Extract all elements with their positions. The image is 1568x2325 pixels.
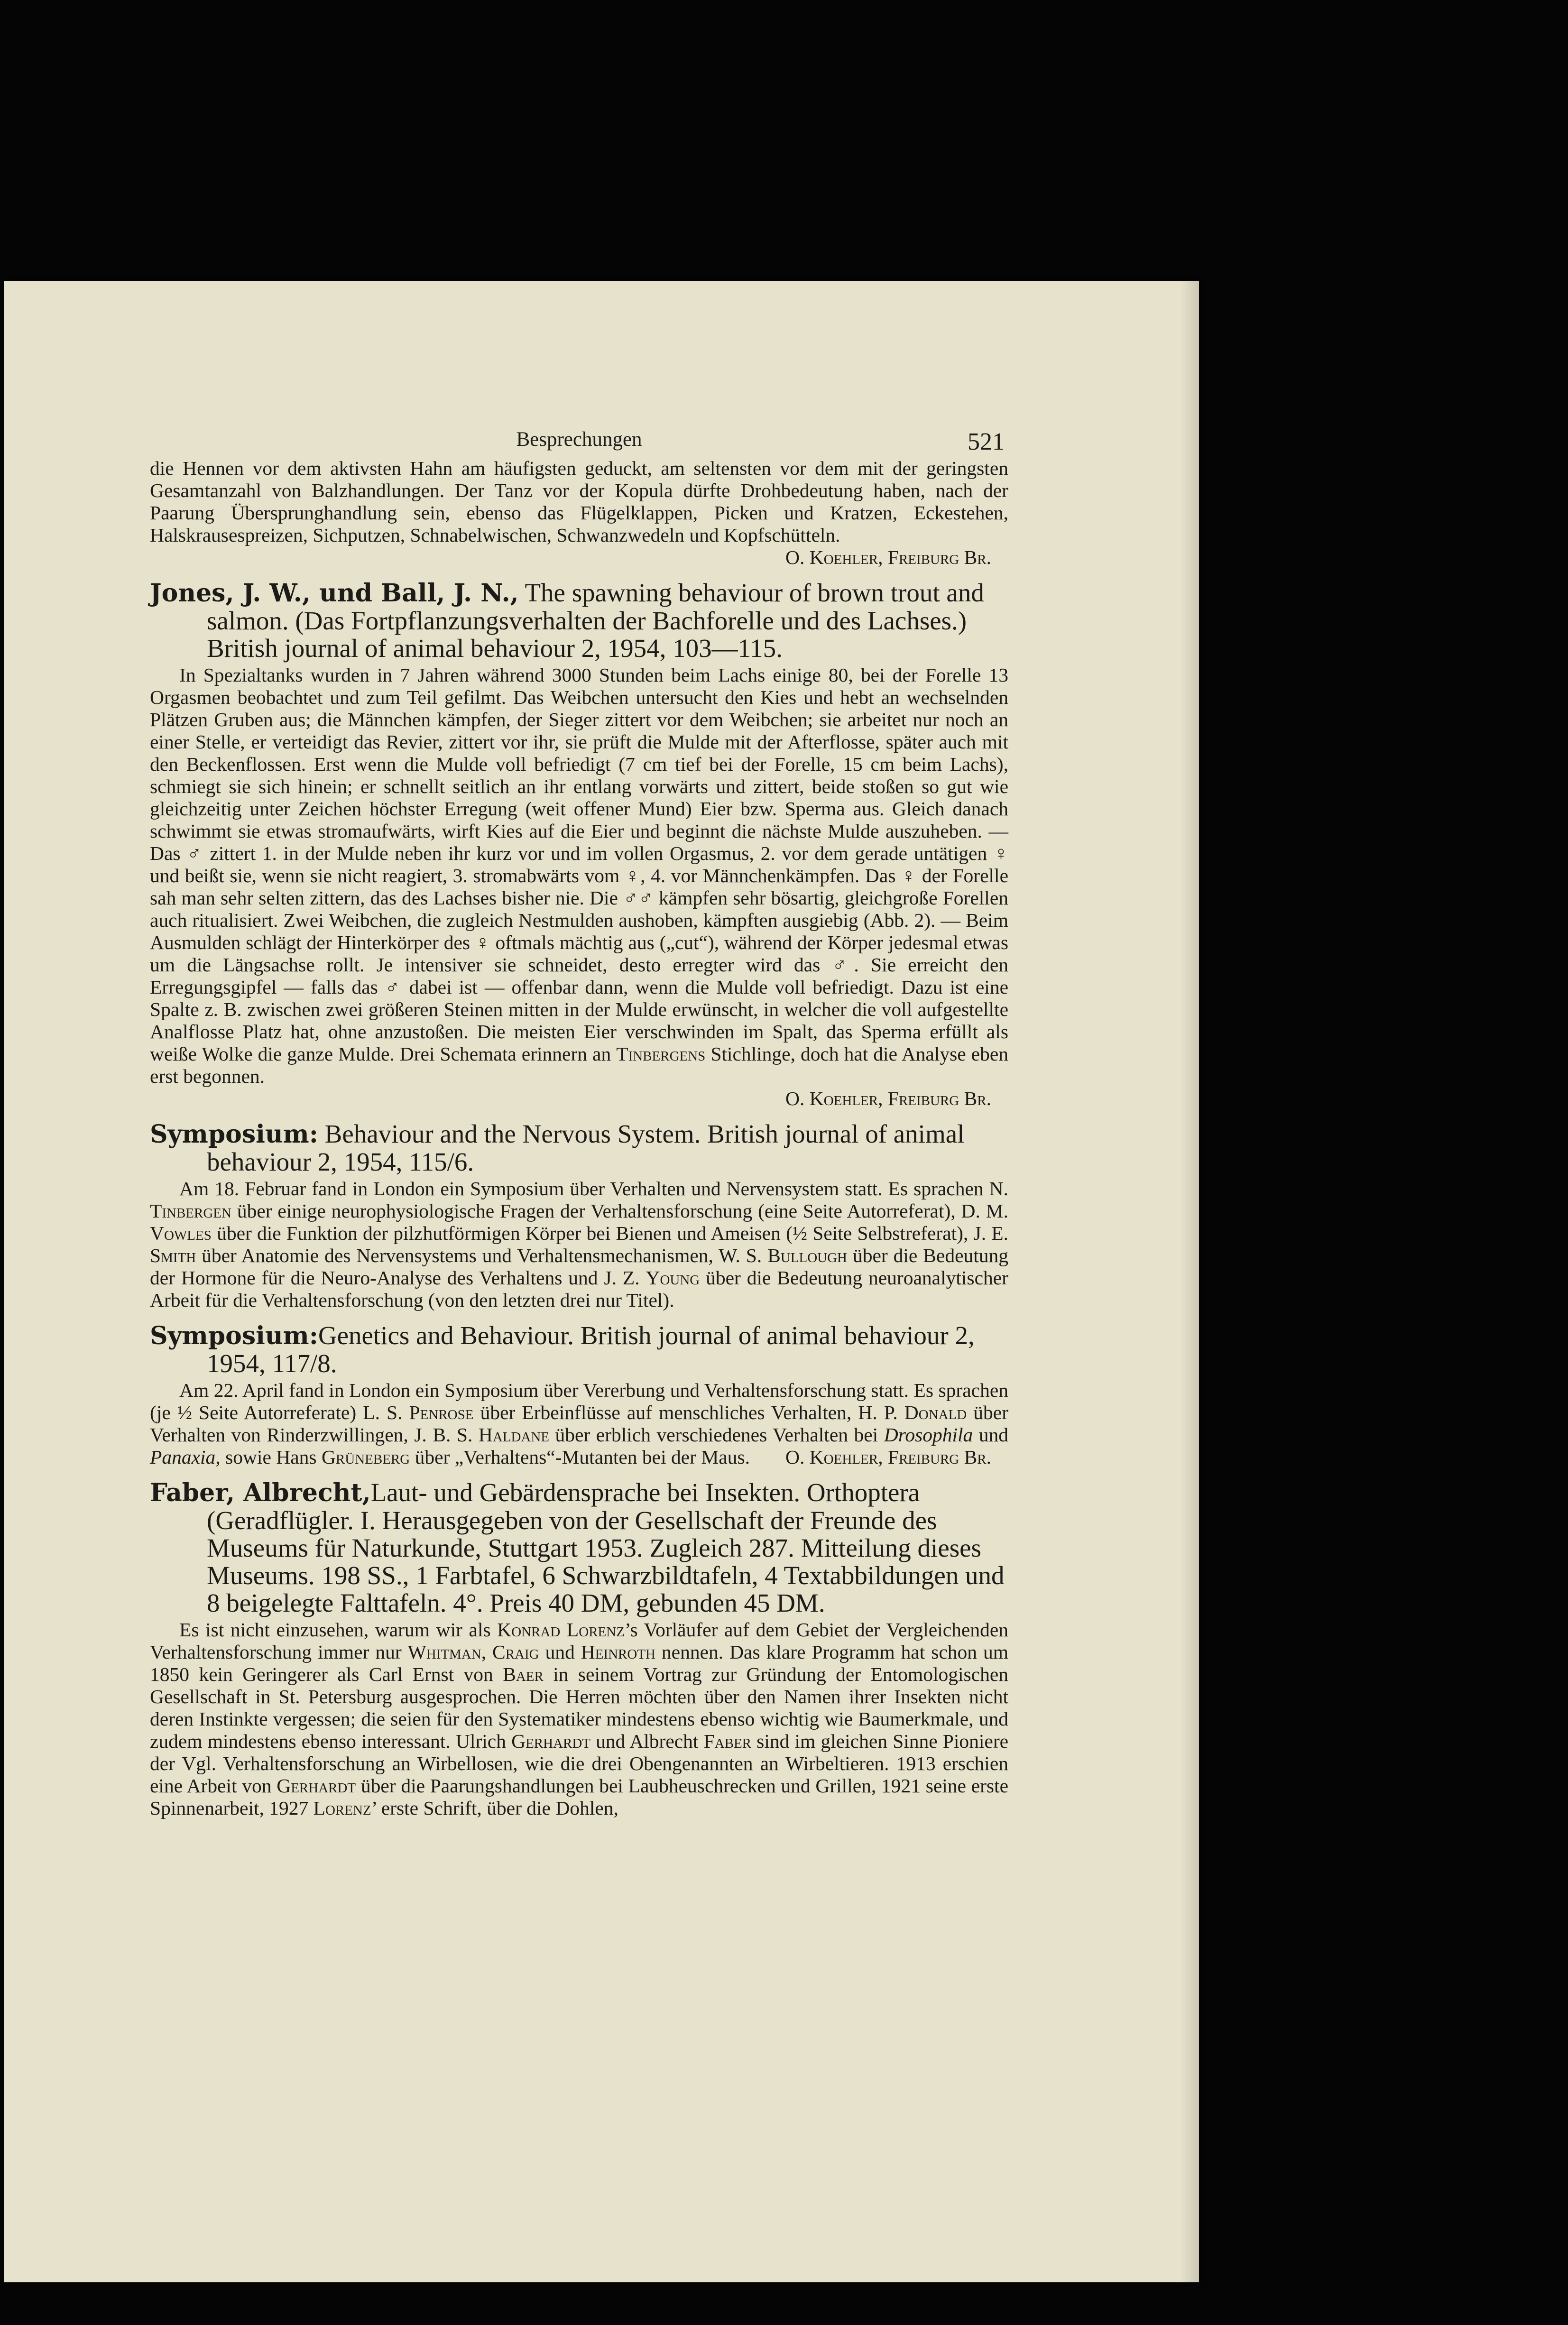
body-text: sind im gleichen Sinne Pioniere der Vgl. Verhaltensforschung an Wirbellosen, wie die drei Obengenannten an Wirbeltieren. 1913 erschien eine Arbeit von xyxy=(150,1730,1009,1797)
entry-symposium-genetics-heading xyxy=(150,1322,1008,1377)
running-title: Besprechungen xyxy=(516,428,642,451)
entry-symposium-genetics-body xyxy=(150,1379,1008,1468)
body-text: Am 18. Februar fand in London ein Symposium über Verhalten und Nervensystem statt. Es sprachen N. xyxy=(179,1178,1008,1199)
body-text: sowie Hans xyxy=(225,1446,317,1468)
cited-name: Young xyxy=(646,1267,700,1289)
cited-name: Bullough xyxy=(767,1245,847,1266)
entry-jones-ball-signature: O. Koehler, Freiburg Br. xyxy=(785,1088,991,1109)
genus-name: Panaxia, xyxy=(150,1446,221,1468)
cited-name: Tinbergens xyxy=(616,1043,706,1065)
entry-title: Genetics and Behaviour. British journal of animal behaviour 2, 1954, 117/8. xyxy=(207,1321,975,1378)
body-text: und Albrecht xyxy=(596,1730,699,1752)
body-text: über die Paarungshandlungen bei Laubheuschrecken und Grillen, 1921 seine erste Spinnenarbeit, 1927 xyxy=(150,1775,1009,1819)
intro-text: die Hennen vor dem aktivsten Hahn am häufigsten geduckt, am seltensten vor dem mit der geringsten Gesamtanzahl von Balzhandlungen. Der Tanz vor der Kopula dürfte Drohbedeutung haben, nach der Paarung Übersprunghandlung sein, ebenso das Flügelklappen, Picken und Kratzen, Eckestehen, Halskrausespreizen, Sichputzen, Schnabelwischen, Schwanzwedeln und Kopfschütteln. xyxy=(150,457,1008,546)
entry-title: The spawning behaviour of brown trout and salmon. (Das Fortpflanzungsverhalten der Bachforelle und des Lachses.) British journal of animal behaviour 2, 1954, 103—115. xyxy=(207,578,984,663)
cited-name: Gerhardt xyxy=(277,1775,356,1797)
body-text: ’s Vorläufer auf dem Gebiet der Vergleichenden Verhaltensforschung immer nur xyxy=(150,1619,1008,1663)
cited-name: Konrad Lorenz xyxy=(497,1619,625,1641)
body-text: und xyxy=(978,1424,1009,1446)
entry-body-text: In Spezialtanks wurden in 7 Jahren während 3000 Stunden beim Lachs einige 80, bei der Forelle 13 Orgasmen beobachtet und zum Teil gefilmt. Das Weibchen untersucht den Kies und hebt an wechselnden Plätzen Gruben aus; die Männchen kämpfen, der Sieger zittert vor dem Weibchen; sie arbeitet nur noch an einer Stelle, er verteidigt das Revier, zittert vor ihr, sie prüft die Mulde mit der Afterflosse, später auch mit den Beckenflossen. Erst wenn die Mulde voll befriedigt (7 cm tief bei der Forelle, 15 cm beim Lachs), schmiegt sie sich hinein; er schnellt seitlich an ihr entlang vorwärts und zittert, beide stoßen so gut wie gleichzeitig unter Zeichen höchster Erregung (weit offener Mund) Eier bzw. Sperma aus. Gleich danach schwimmt sie etwas stromaufwärts, wirft Kies auf die Eier und beginnt die nächste Mulde auszuheben. — Das ♂ zittert 1. in der Mulde neben ihr kurz vor und im vollen Orgasmus, 2. vor dem gerade untätigen ♀ und beißt sie, wenn sie nicht reagiert, 3. stromabwärts vom ♀, 4. vor Männchenkämpfen. Das ♀ der Forelle sah man sehr selten zittern, das des Lachses bisher nie. Die ♂♂ kämpfen sehr bösartig, gleichgroße Forellen auch ritualisiert. Zwei Weibchen, die zugleich Nestmulden aushoben, kämpften ausgiebig (Abb. 2). — Beim Ausmulden schlägt der Hinterkörper des ♀ oftmals mächtig aus („cut“), während der Körper jedesmal etwas um die Längsachse rollt. Je intensiver sie schneidet, desto erregter wird das ♂. Sie erreicht den Erregungsgipfel — falls das ♂ dabei ist — offenbar dann, wenn die Mulde voll befriedigt. Dazu ist eine Spalte z. B. zwischen zwei größeren Steinen mitten in der Mulde erwünscht, in welcher die voll aufgestellte Analflosse Platz hat, ohne anzustoßen. Die meisten Eier verschwinden im Spalt, das Sperma erfüllt als weiße Wolke die ganze Mulde. Drei Schemata erinnern an xyxy=(150,664,1008,1065)
body-text: über Anatomie des Nervensystems und Verhaltensmechanismen, W. S. xyxy=(202,1245,762,1266)
body-text: und xyxy=(545,1641,575,1663)
entry-symposium-nervous-body xyxy=(150,1178,1008,1311)
entry-author: Symposium: xyxy=(150,1120,318,1149)
body-text: über die Funktion der pilzhutförmigen Körper bei Bienen und Ameisen (½ Seite Selbstreferat), J. E. xyxy=(217,1222,1008,1244)
entry-faber-body xyxy=(150,1619,1008,1819)
cited-name: Craig xyxy=(492,1641,539,1663)
body-text: über Erbeinflüsse auf menschliches Verhalten, H. P. xyxy=(480,1402,898,1423)
cited-name: Vowles xyxy=(150,1222,212,1244)
genus-name: Drosophila xyxy=(884,1424,973,1446)
body-text: nennen. Das klare Programm hat schon um 1850 kein Geringerer als Carl Ernst von xyxy=(150,1641,1008,1685)
entry-body-text: Stichlinge, doch hat die Analyse eben erst begonnen. xyxy=(150,1043,1009,1087)
page-content xyxy=(150,428,1008,1819)
cited-name: Haldane xyxy=(478,1424,550,1446)
cited-name: Lorenz xyxy=(313,1797,371,1819)
body-text: über „Verhaltens“-Mutanten bei der Maus. xyxy=(415,1446,750,1468)
body-text: über erblich verschiedenes Verhalten bei xyxy=(555,1424,878,1446)
entry-jones-ball-body xyxy=(150,664,1008,1088)
book-page xyxy=(4,281,1199,2282)
entry-faber-heading xyxy=(150,1479,1008,1617)
cited-name: Smith xyxy=(150,1245,196,1266)
body-text: über die Bedeutung neuroanalytischer Arbeit für die Verhaltensforschung (von den letzten drei nur Titel). xyxy=(150,1267,1008,1311)
intro-signature: O. Koehler, Freiburg Br. xyxy=(785,546,991,568)
cited-name: Whitman xyxy=(407,1641,481,1663)
entry-symposium-genetics-signature: O. Koehler, Freiburg Br. xyxy=(785,1446,991,1468)
body-text: Am 22. April fand in London ein Symposium über Vererbung und Verhaltensforschung statt. Es sprachen (je ½ Seite Autorreferate) L. S. xyxy=(150,1379,1008,1423)
body-text: Es ist nicht einzusehen, warum wir als xyxy=(179,1619,491,1641)
cited-name: Baer xyxy=(503,1663,544,1685)
entry-title: Laut- und Gebärdensprache bei Insekten. Orthoptera (Geradflügler. I. Herausgegeben von der Gesellschaft der Freunde des Museums für Naturkunde, Stuttgart 1953. Zugleich 287. Mitteilung dieses Museums. 198 SS., 1 Farbtafel, 6 Schwarzbildtafeln, 4 Textabbildungen und 8 beigelegte Falttafeln. 4°. Preis 40 DM, gebunden 45 DM. xyxy=(207,1478,1005,1617)
body-text: ’ erste Schrift, über die Dohlen, xyxy=(371,1797,618,1819)
cited-name: Penrose xyxy=(409,1402,474,1423)
entry-author: Symposium: xyxy=(150,1321,318,1350)
body-text: über die Bedeutung der Hormone für die Neuro-Analyse des Verhaltens und J. Z. xyxy=(150,1245,1009,1289)
cited-name: Gerhardt xyxy=(511,1730,591,1752)
entry-jones-ball-heading xyxy=(150,579,1008,662)
page-number: 521 xyxy=(968,428,1005,455)
body-text: über Verhalten von Rinderzwillingen, J. B. S. xyxy=(150,1402,1009,1446)
entry-title: Behaviour and the Nervous System. British journal of animal behaviour 2, 1954, 115/6. xyxy=(207,1119,965,1176)
body-text: , xyxy=(481,1641,487,1663)
cited-name: Heinroth xyxy=(581,1641,655,1663)
entry-author: Jones, J. W., und Ball, J. N., xyxy=(150,579,519,608)
intro-paragraph xyxy=(150,457,1008,568)
cited-name: Donald xyxy=(904,1402,967,1423)
entry-author: Faber, Albrecht, xyxy=(150,1478,371,1507)
entry-symposium-nervous-heading xyxy=(150,1120,1008,1176)
running-header xyxy=(150,428,1008,457)
body-text: in seinem Vortrag zur Gründung der Entomologischen Gesellschaft in St. Petersburg ausgesprochen. Die Herren möchten über den Namen ihrer Insekten nicht deren Instinkte vergessen; die seien für den Systematiker mindestens ebenso wichtig wie Baumerkmale, und zudem mindestens ebenso interessant. Ulrich xyxy=(150,1663,1008,1752)
cited-name: Grüneberg xyxy=(321,1446,410,1468)
cited-name: Tinbergen xyxy=(150,1200,231,1222)
body-text: über einige neurophysiologische Fragen der Verhaltensforschung (eine Seite Autorreferat), D. M. xyxy=(237,1200,1009,1222)
cited-name: Faber xyxy=(703,1730,752,1752)
